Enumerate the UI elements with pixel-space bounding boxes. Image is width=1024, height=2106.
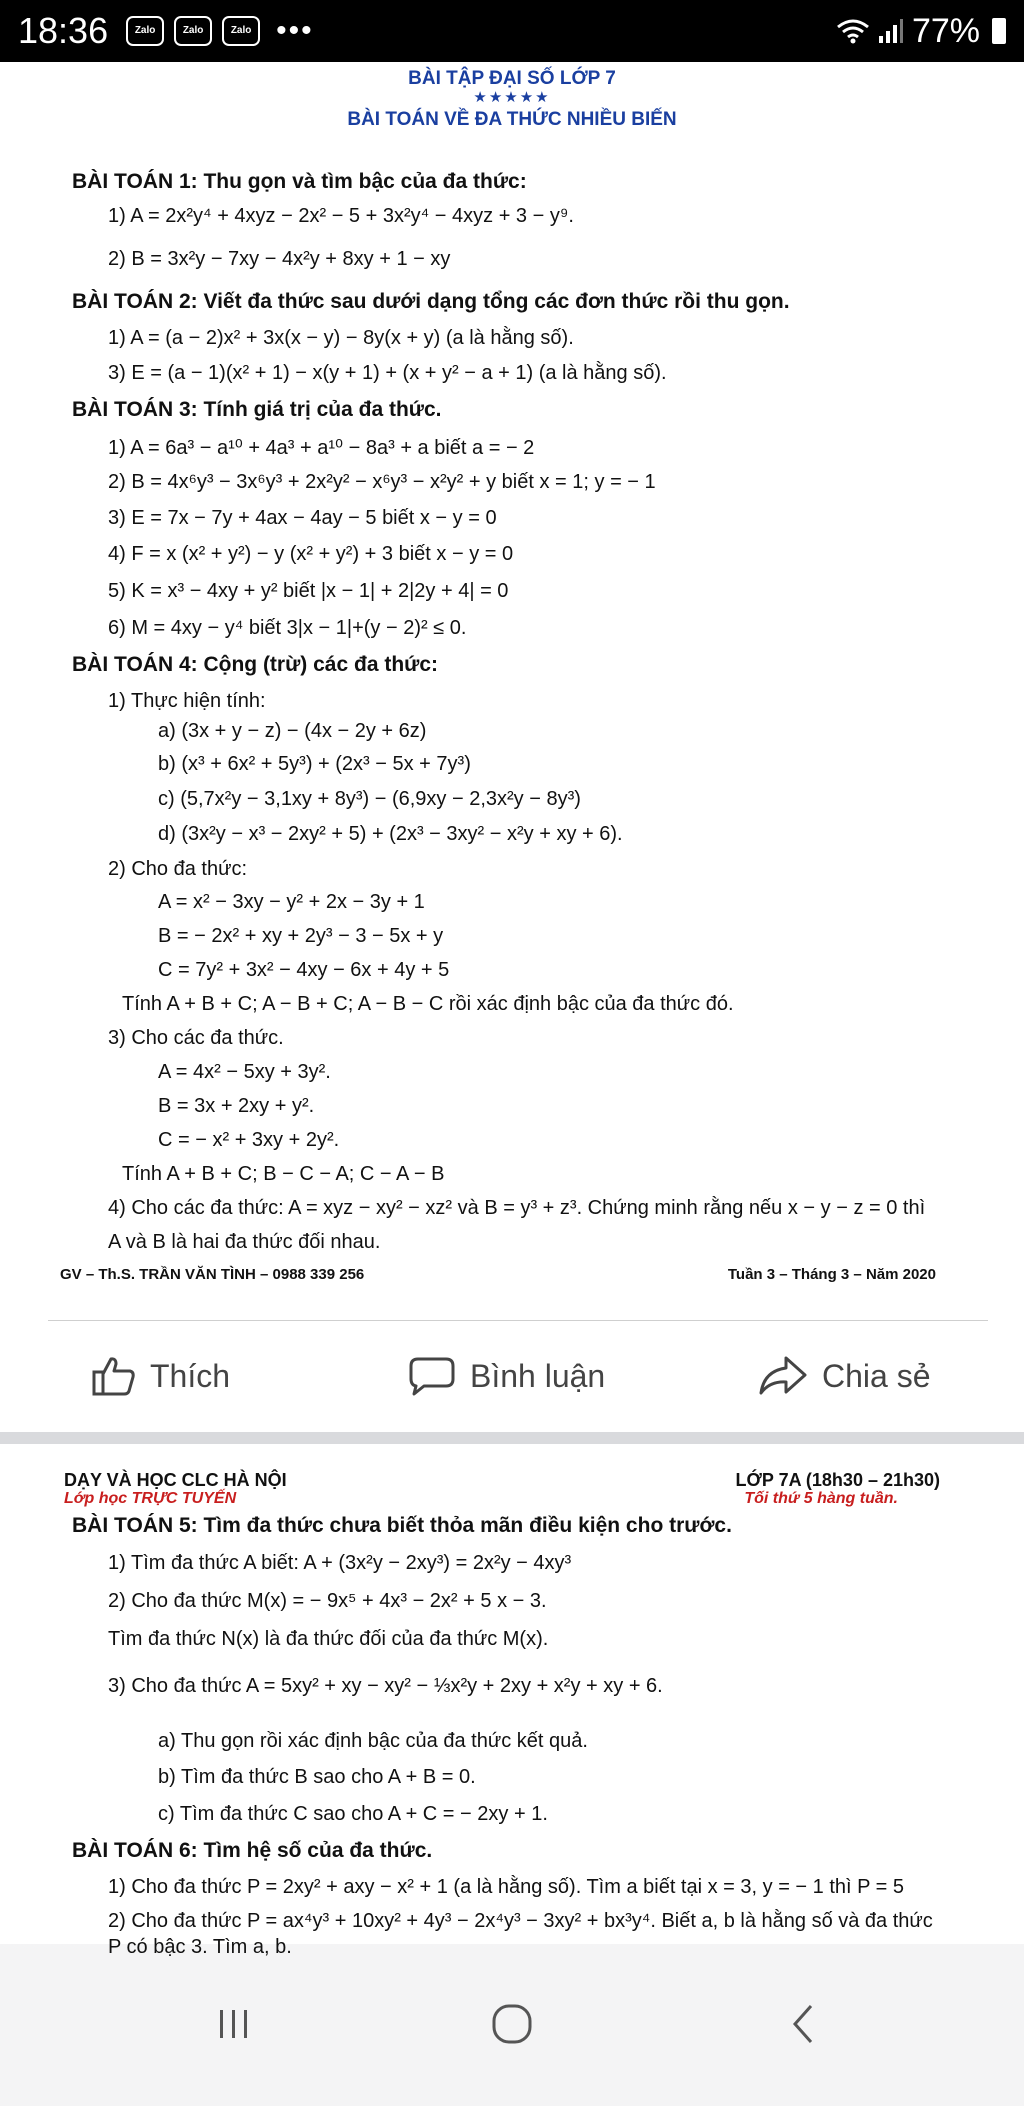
post-separator bbox=[0, 1432, 1024, 1444]
recents-icon bbox=[214, 2004, 254, 2044]
problem-line: 2) Cho đa thức M(x) = − 9x⁵ + 4x³ − 2x² + 5 x − 3. bbox=[108, 1590, 547, 1612]
problem-line: 3) E = 7x − 7y + 4ax − 4ay − 5 biết x − y = 0 bbox=[108, 507, 497, 529]
wifi-icon bbox=[836, 18, 870, 44]
doc-subheader: BÀI TOÁN VỀ ĐA THỨC NHIỀU BIẾN bbox=[347, 109, 677, 130]
back-button[interactable] bbox=[764, 1984, 844, 2064]
problem-line: c) (5,7x²y − 3,1xy + 8y³) − (6,9xy − 2,3x²y − 8y³) bbox=[158, 788, 581, 810]
problem-line: 1) A = (a − 2)x² + 3x(x − y) − 8y(x + y) (a là hằng số). bbox=[108, 327, 574, 349]
status-time: 18:36 bbox=[18, 10, 109, 51]
problem-line: B = 3x + 2xy + y². bbox=[158, 1095, 315, 1117]
problem-line: 3) Cho các đa thức. bbox=[108, 1027, 284, 1049]
comment-icon bbox=[408, 1355, 456, 1397]
problem-title: BÀI TOÁN 2: Viết đa thức sau dưới dạng tổng các đơn thức rồi thu gọn. bbox=[72, 290, 790, 313]
class-name: LỚP 7A (18h30 – 21h30) bbox=[735, 1470, 940, 1490]
problem-line: C = 7y² + 3x² − 4xy − 6x + 4y + 5 bbox=[158, 959, 450, 981]
more-notifications-icon: ••• bbox=[276, 14, 314, 47]
problem-title: BÀI TOÁN 5: Tìm đa thức chưa biết thỏa mãn điều kiện cho trước. bbox=[72, 1514, 732, 1537]
problem-line: 6) M = 4xy − y⁴ biết 3|x − 1|+(y − 2)² ≤ 0. bbox=[108, 617, 467, 639]
problem-line: Tính A + B + C; B − C − A; C − A − B bbox=[122, 1163, 445, 1185]
doc-header: BÀI TẬP ĐẠI SỐ LỚP 7 bbox=[408, 68, 616, 89]
problem-line: 1) Tìm đa thức A biết: A + (3x²y − 2xy³) = 2x²y − 4xy³ bbox=[108, 1552, 572, 1574]
problem-title: BÀI TOÁN 6: Tìm hệ số của đa thức. bbox=[72, 1839, 433, 1862]
recents-button[interactable] bbox=[194, 1984, 274, 2064]
like-label: Thích bbox=[150, 1357, 231, 1394]
problem-line: B = − 2x² + xy + 2y³ − 3 − 5x + y bbox=[158, 925, 444, 947]
problem-line: b) (x³ + 6x² + 5y³) + (2x³ − 5x + 7y³) bbox=[158, 753, 471, 775]
doc-stars: ★★★★★ bbox=[473, 89, 551, 106]
problem-line: 4) F = x (x² + y²) − y (x² + y²) + 3 biết x − y = 0 bbox=[108, 543, 514, 565]
problem-title: BÀI TOÁN 1: Thu gọn và tìm bậc của đa thức: bbox=[72, 170, 527, 193]
share-button[interactable] bbox=[758, 1355, 931, 1397]
problem-line: C = − x² + 3xy + 2y². bbox=[158, 1129, 340, 1151]
battery-icon bbox=[992, 18, 1006, 44]
share-icon bbox=[758, 1355, 808, 1397]
problem-line: d) (3x²y − x³ − 2xy² + 5) + (2x³ − 3xy² − x²y + xy + 6). bbox=[158, 823, 623, 845]
problem-line: A = x² − 3xy − y² + 2x − 3y + 1 bbox=[158, 891, 425, 913]
problem-line: a) (3x + y − z) − (4x − 2y + 6z) bbox=[158, 720, 427, 742]
document-page-1 bbox=[0, 62, 1024, 131]
problem-line: 1) A = 2x²y⁴ + 4xyz − 2x² − 5 + 3x²y⁴ − 4xyz + 3 − y⁹. bbox=[108, 205, 574, 227]
problem-line: 1) Cho đa thức P = 2xy² + axy − x² + 1 (a là hằng số). Tìm a biết tại x = 3, y = − 1 thì P = 5 bbox=[108, 1876, 905, 1898]
problem-line: 2) Cho đa thức P = ax⁴y³ + 10xy² + 4y³ − 2x⁴y³ − 3xy² + bx³y⁴. Biết a, b là hằng số và đa thức bbox=[108, 1910, 933, 1932]
signal-icon bbox=[878, 18, 904, 44]
thumbs-up-icon bbox=[92, 1356, 136, 1396]
problem-line: Tìm đa thức N(x) là đa thức đối của đa thức M(x). bbox=[108, 1628, 549, 1650]
brand-name: DẠY VÀ HỌC CLC HÀ NỘI bbox=[64, 1470, 287, 1490]
problem-line: A và B là hai đa thức đối nhau. bbox=[108, 1231, 381, 1253]
problem-line: 2) B = 3x²y − 7xy − 4x²y + 8xy + 1 − xy bbox=[108, 248, 451, 270]
post-actions bbox=[0, 1336, 1024, 1416]
home-button[interactable] bbox=[472, 1984, 552, 2064]
zalo-notification-icon: Zalo bbox=[126, 16, 164, 46]
brand-subtitle: Lớp học TRỰC TUYẾN bbox=[64, 1490, 237, 1507]
battery-level: 77% bbox=[911, 11, 980, 50]
divider bbox=[48, 1320, 988, 1321]
problem-title: BÀI TOÁN 4: Cộng (trừ) các đa thức: bbox=[72, 653, 439, 676]
problem-line: P có bậc 3. Tìm a, b. bbox=[108, 1936, 292, 1958]
share-label: Chia sẻ bbox=[822, 1357, 931, 1394]
problem-line: 2) Cho đa thức: bbox=[108, 858, 248, 880]
comment-label: Bình luận bbox=[470, 1357, 606, 1394]
problem-line: 1) Thực hiện tính: bbox=[108, 690, 266, 712]
like-button[interactable] bbox=[92, 1356, 230, 1396]
doc-footer-date: Tuần 3 – Tháng 3 – Năm 2020 bbox=[727, 1266, 936, 1283]
problem-line: 2) B = 4x⁶y³ − 3x⁶y³ + 2x²y² − x⁶y³ − x²y² + y biết x = 1; y = − 1 bbox=[108, 471, 656, 493]
back-icon bbox=[784, 2002, 824, 2046]
status-bar bbox=[0, 0, 1024, 62]
problem-line: b) Tìm đa thức B sao cho A + B = 0. bbox=[158, 1766, 476, 1788]
problem-line: 1) A = 6a³ − a¹⁰ + 4a³ + a¹⁰ − 8a³ + a biết a = − 2 bbox=[108, 437, 535, 459]
problem-line: 3) E = (a − 1)(x² + 1) − x(y + 1) + (x + y² − a + 1) (a là hằng số). bbox=[108, 362, 667, 384]
problem-line: Tính A + B + C; A − B + C; A − B − C rồi xác định bậc của đa thức đó. bbox=[122, 993, 734, 1015]
navigation-bar bbox=[0, 1944, 1024, 2106]
problem-line: 5) K = x³ − 4xy + y² biết |x − 1| + 2|2y + 4| = 0 bbox=[108, 580, 509, 602]
problem-line: 4) Cho các đa thức: A = xyz − xy² − xz² và B = y³ + z³. Chứng minh rằng nếu x − y − z = 0 thì bbox=[108, 1197, 926, 1219]
problem-line: 3) Cho đa thức A = 5xy² + xy − xy² − ⅓x²y + 2xy + x²y + xy + 6. bbox=[108, 1675, 663, 1697]
class-schedule: Tối thứ 5 hàng tuần. bbox=[744, 1490, 898, 1507]
zalo-notification-icon: Zalo bbox=[222, 16, 260, 46]
home-icon bbox=[488, 2002, 536, 2046]
comment-button[interactable] bbox=[408, 1355, 605, 1397]
doc-footer-author: GV – Th.S. TRẦN VĂN TÌNH – 0988 339 256 bbox=[60, 1266, 365, 1283]
problem-title: BÀI TOÁN 3: Tính giá trị của đa thức. bbox=[72, 398, 442, 421]
problem-line: c) Tìm đa thức C sao cho A + C = − 2xy + 1. bbox=[158, 1803, 548, 1825]
problem-line: A = 4x² − 5xy + 3y². bbox=[158, 1061, 331, 1083]
zalo-notification-icon: Zalo bbox=[174, 16, 212, 46]
problem-line: a) Thu gọn rồi xác định bậc của đa thức kết quả. bbox=[158, 1730, 588, 1752]
